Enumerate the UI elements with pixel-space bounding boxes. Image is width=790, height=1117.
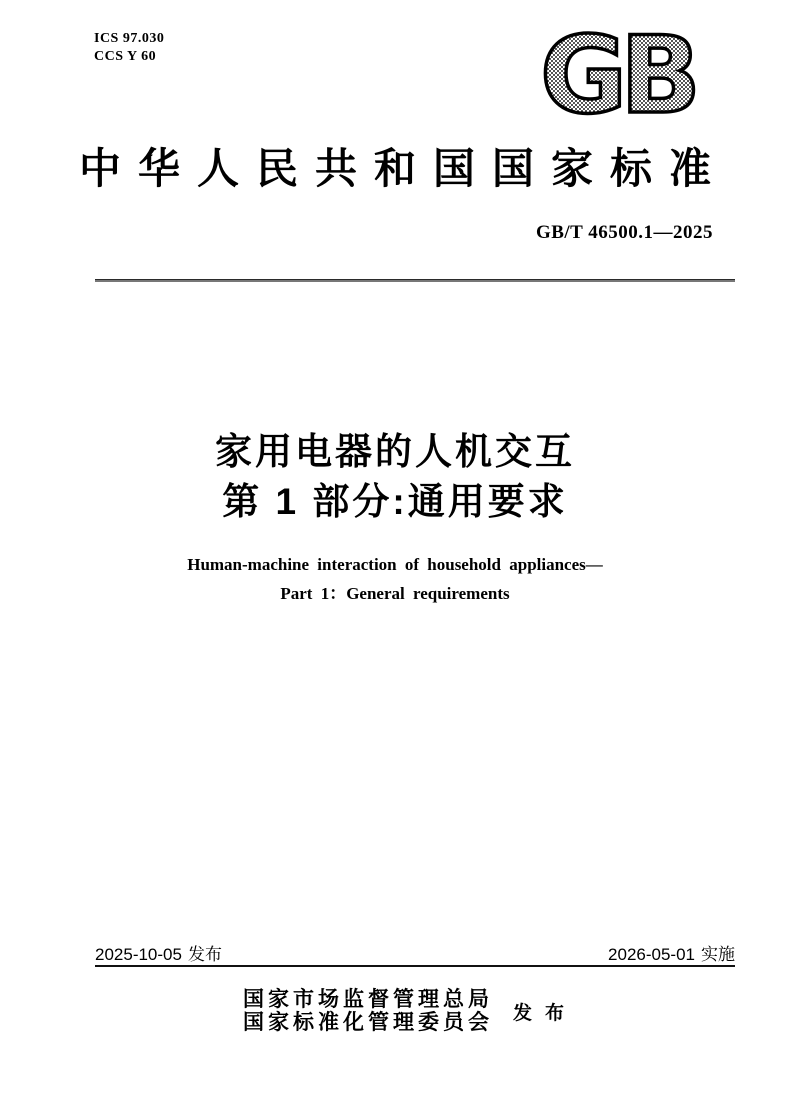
title-english-line2: Part 1：General requirements: [280, 584, 510, 603]
ics-code: ICS 97.030: [94, 31, 165, 46]
title-chinese-line2: 第 1 部分:通用要求: [222, 481, 568, 522]
issue-date: 2025-10-05: [95, 945, 182, 964]
date-row: [95, 940, 735, 965]
publish-label: 发布: [512, 1002, 577, 1024]
gb-logo-text: GB: [540, 24, 694, 120]
classification-codes: [94, 30, 164, 66]
title-chinese: [0, 427, 790, 527]
issue-date-label: 发布: [187, 945, 222, 964]
title-english: [0, 550, 790, 608]
implementation-date-group: [608, 940, 735, 965]
national-standard-heading: 中华人民共和国国家标准: [78, 147, 728, 193]
footer-rule: [95, 965, 735, 967]
title-chinese-line1: 家用电器的人机交互: [215, 431, 575, 472]
issuer-names: [243, 988, 493, 1034]
header-rule: [95, 279, 735, 282]
issuer-block: [0, 988, 790, 1034]
title-english-line1: Human-machine interaction of household appliances—: [187, 555, 603, 574]
ccs-code: CCS Y 60: [94, 49, 157, 64]
issue-date-group: [95, 940, 222, 965]
standard-number: GB/T 46500.1—2025: [535, 222, 713, 243]
implementation-date-label: 实施: [701, 945, 735, 964]
issuer-line1: 国家市场监督管理总局: [242, 987, 493, 1011]
gb-logo: [531, 24, 703, 120]
implementation-date: 2026-05-01: [608, 945, 695, 964]
gb-logo-icon: [531, 24, 703, 120]
issuer-line2: 国家标准化管理委员会: [242, 1010, 493, 1034]
